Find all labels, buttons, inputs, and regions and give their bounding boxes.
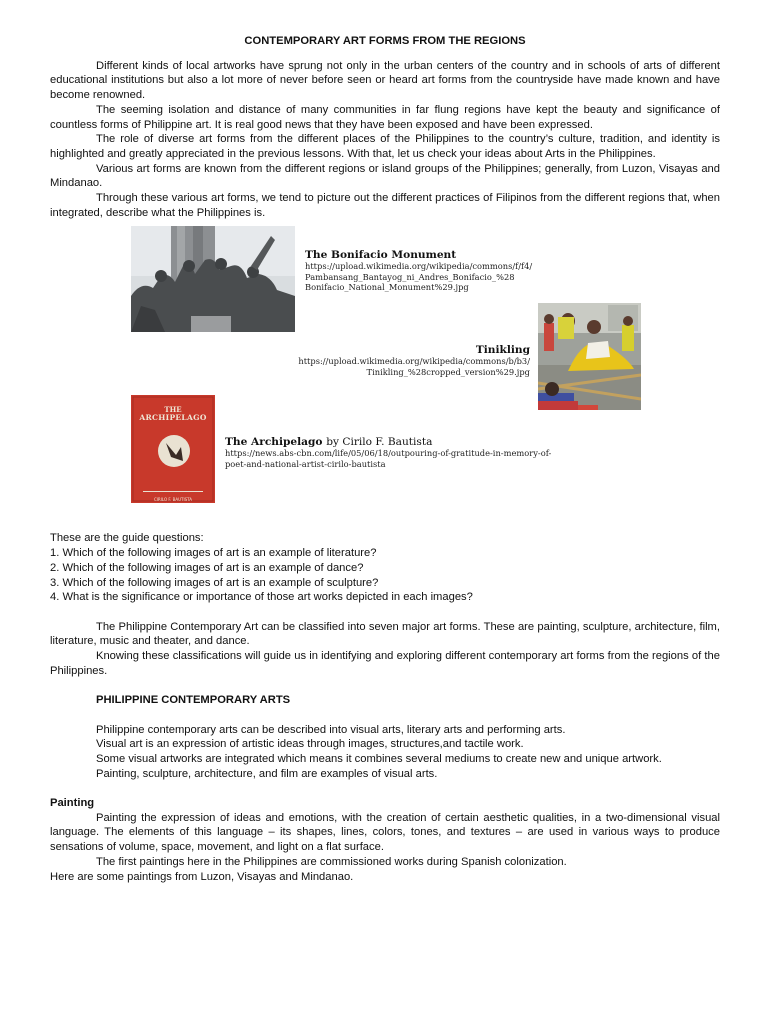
painting-heading: Painting: [50, 797, 95, 810]
classification-paragraph: Knowing these classifications will guide us in identifying and exploring different contemporary art forms from the regions of the Philippines.: [50, 650, 720, 677]
tinikling-caption: [200, 345, 530, 377]
document-title: CONTEMPORARY ART FORMS FROM THE REGIONS: [244, 35, 526, 47]
painting-paragraph: Painting the expression of ideas and emotions, with the creation of certain aesthetic qualities, in a two-dimensional visual language. The elements of this language – its shapes, lines, colors, tones, and textures – are used in various ways to produce sensations of volume, space, movement, and light on a flat surface.: [50, 811, 720, 854]
section-heading: PHILIPPINE CONTEMPORARY ARTS: [96, 694, 291, 707]
guide-question: 3. Which of the following images of art is an example of sculpture?: [50, 576, 379, 589]
bonifacio-url: Pambansang_Bantayog_ni_Andres_Bonifacio_%28: [305, 271, 515, 282]
painting-paragraph: Here are some paintings from Luzon, Visayas and Mindanao.: [50, 870, 354, 883]
document-page: [50, 34, 720, 884]
book-cover-title-the: THE: [164, 405, 182, 415]
tinikling-url: Tinikling_%28cropped_version%29.jpg: [366, 366, 530, 377]
intro-paragraph: Through these various art forms, we tend to picture out the different practices of Filipinos from the different regions that, when integrated, describe what the Philippines is.: [50, 192, 720, 219]
intro-paragraph: The seeming isolation and distance of many communities in far flung regions have kept the beauty and significance of countless forms of Philippine art. It is real good news that they have been exposed and have been expressed.: [50, 103, 720, 131]
archipelago-author: by Cirilo F. Bautista: [326, 436, 433, 449]
painting-paragraph: The first paintings here in the Philippines are commissioned works during Spanish colonization.: [96, 855, 567, 868]
intro-paragraph: Various art forms are known from the different regions or island groups of the Philippines; generally, from Luzon, Visayas and Mindanao.: [50, 162, 720, 190]
tinikling-title: Tinikling: [475, 344, 530, 357]
figures-block: [50, 226, 720, 524]
archipelago-url: https://news.abs-cbn.com/life/05/06/18/outpouring-of-gratitude-in-memory-of-: [225, 448, 552, 459]
section-paragraph: Some visual artworks are integrated which means it combines several mediums to create new and unique artwork.: [96, 752, 662, 765]
book-cover-author: CIRILO F. BAUTISTA: [153, 497, 193, 503]
tinikling-image: [538, 303, 641, 410]
guide-heading: These are the guide questions:: [50, 532, 204, 545]
bonifacio-url: Bonifacio_National_Monument%29.jpg: [305, 282, 469, 293]
intro-paragraph: The role of diverse art forms from the different places of the Philippines to the country’s culture, tradition, and identity is highlighted and greatly appreciated in the previous lessons. With that, let us check your ideas about Arts in the Philippines.: [50, 133, 720, 160]
intro-paragraph: Different kinds of local artworks have sprung not only in the urban centers of the country and in schools of arts of different educational institutions but also a lot more of never before seen or heard art forms from the countryside have made known and have become renowned.: [50, 59, 720, 102]
book-cover-title: ARCHIPELAGO: [139, 413, 207, 423]
guide-question: 1. Which of the following images of art is an example of literature?: [50, 547, 377, 560]
bonifacio-monument-image: [131, 226, 295, 332]
bonifacio-title: The Bonifacio Monument: [305, 249, 457, 262]
guide-questions: [50, 531, 720, 605]
tinikling-url: https://upload.wikimedia.org/wikipedia/commons/b/b3/: [298, 356, 530, 367]
guide-question: 4. What is the significance or importance of those art works depicted in each images?: [50, 591, 473, 604]
archipelago-caption: [225, 437, 645, 469]
archipelago-title: The Archipelago: [225, 436, 323, 449]
bonifacio-caption: [305, 250, 605, 292]
section-paragraph: Visual art is an expression of artistic ideas through images, structures,and tactile work.: [96, 738, 524, 751]
bonifacio-url: https://upload.wikimedia.org/wikipedia/commons/f/f4/: [305, 261, 533, 272]
guide-question: 2. Which of the following images of art is an example of dance?: [50, 561, 364, 574]
archipelago-heading: [225, 437, 645, 448]
section-paragraph: Painting, sculpture, architecture, and film are examples of visual arts.: [96, 767, 438, 780]
section-paragraph: Philippine contemporary arts can be described into visual arts, literary arts and performing arts.: [96, 723, 566, 736]
archipelago-book-cover: [131, 395, 215, 503]
classification-paragraph: The Philippine Contemporary Art can be classified into seven major art forms. These are painting, sculpture, architecture, film, literature, music and theater, and dance.: [50, 620, 720, 648]
archipelago-url: poet-and-national-artist-cirilo-bautista: [225, 458, 386, 469]
